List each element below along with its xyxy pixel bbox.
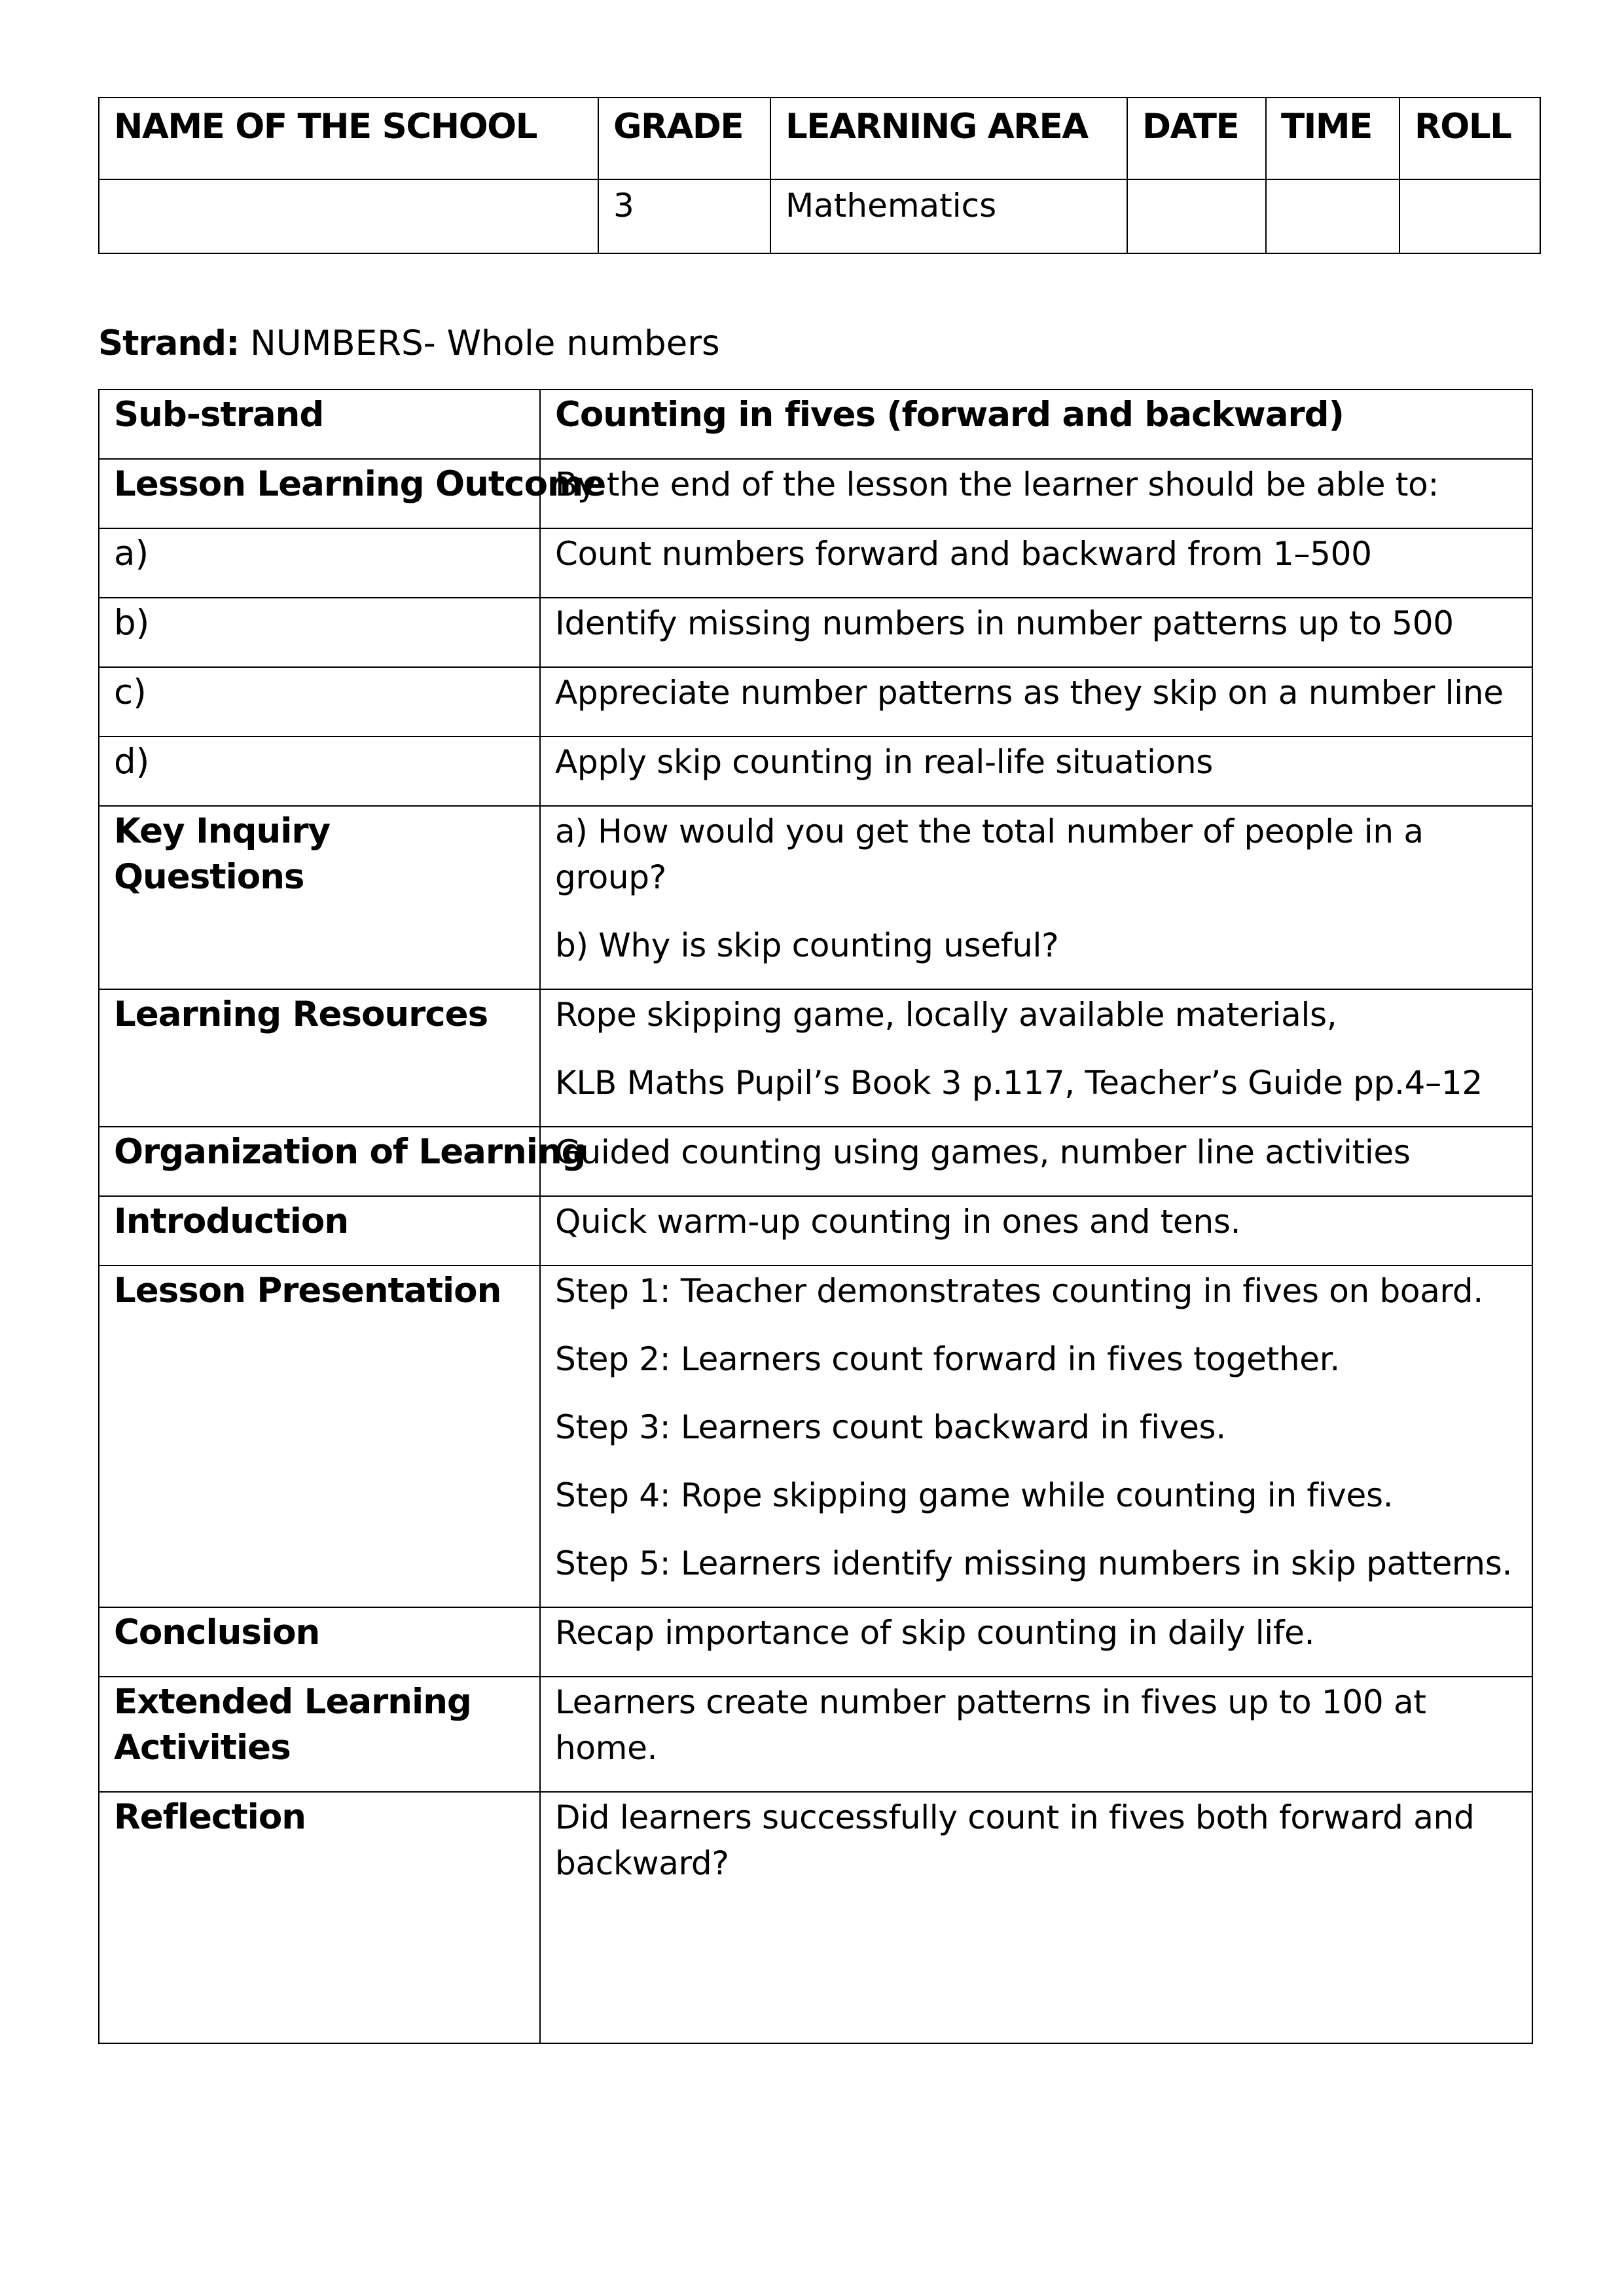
outcome-row-c: [99, 667, 1532, 737]
conclusion-row: [99, 1607, 1532, 1677]
reflection-row: [99, 1792, 1532, 2043]
resources-row: [99, 989, 1532, 1127]
grade-value: 3: [598, 179, 770, 253]
inquiry-question-a-line2: group?: [555, 858, 666, 896]
strand-label: Strand:: [98, 323, 240, 363]
extended-row: [99, 1677, 1532, 1792]
reflection-line2: backward?: [555, 1844, 729, 1882]
date-header: DATE: [1127, 98, 1266, 179]
reflection-label: Reflection: [99, 1792, 540, 2043]
outcome-d-label: d): [99, 737, 540, 806]
lesson-plan-table: [98, 389, 1533, 2044]
outcome-row-d: [99, 737, 1532, 806]
inquiry-question-b: b) Why is skip counting useful?: [555, 926, 1059, 964]
resources-line2: KLB Maths Pupil’s Book 3 p.117, Teacher’s Guide pp.4–12: [555, 1064, 1483, 1102]
extended-label-line1: Extended Learning: [114, 1682, 471, 1722]
presentation-step-2: Step 2: Learners count forward in fives together.: [555, 1340, 1341, 1378]
resources-line1: Rope skipping game, locally available materials,: [555, 996, 1337, 1034]
presentation-label: Lesson Presentation: [99, 1266, 540, 1607]
outcome-row-b: [99, 598, 1532, 667]
conclusion-label: Conclusion: [99, 1607, 540, 1677]
inquiry-row: [99, 806, 1532, 989]
school-name-value: [99, 179, 598, 253]
inquiry-questions: [540, 806, 1532, 989]
time-header: TIME: [1266, 98, 1399, 179]
outcome-b-label: b): [99, 598, 540, 667]
strand-line: [98, 321, 720, 367]
outcome-a-value: Count numbers forward and backward from 1–500: [540, 528, 1532, 598]
school-name-header: NAME OF THE SCHOOL: [99, 98, 598, 179]
introduction-value: Quick warm-up counting in ones and tens.: [540, 1196, 1532, 1266]
roll-value: [1399, 179, 1540, 253]
outcome-c-label: c): [99, 667, 540, 737]
outcome-row-a: [99, 528, 1532, 598]
introduction-row: [99, 1196, 1532, 1266]
outcome-label: Lesson Learning Outcome: [99, 459, 540, 528]
grade-header: GRADE: [598, 98, 770, 179]
sub-strand-label: Sub-strand: [99, 390, 540, 459]
organization-value: Guided counting using games, number line activities: [540, 1127, 1532, 1196]
header-values-row: [99, 179, 1540, 253]
presentation-step-5: Step 5: Learners identify missing numbers in skip patterns.: [555, 1544, 1513, 1582]
presentation-row: [99, 1266, 1532, 1607]
presentation-steps: [540, 1266, 1532, 1607]
inquiry-question-a-line1: a) How would you get the total number of people in a: [555, 812, 1424, 850]
strand-value: NUMBERS- Whole numbers: [250, 323, 720, 363]
organization-label: Organization of Learning: [99, 1127, 540, 1196]
extended-label-line2: Activities: [114, 1728, 291, 1768]
header-labels-row: [99, 98, 1540, 179]
reflection-line1: Did learners successfully count in fives both forward and: [555, 1798, 1475, 1836]
date-value: [1127, 179, 1266, 253]
outcome-row: [99, 459, 1532, 528]
reflection-value: [540, 1792, 1532, 2043]
organization-row: [99, 1127, 1532, 1196]
sub-strand-row: [99, 390, 1532, 459]
outcome-d-value: Apply skip counting in real-life situations: [540, 737, 1532, 806]
sub-strand-value: Counting in fives (forward and backward): [540, 390, 1532, 459]
learning-area-value: Mathematics: [770, 179, 1127, 253]
learning-area-header: LEARNING AREA: [770, 98, 1127, 179]
outcome-b-value: Identify missing numbers in number patterns up to 500: [540, 598, 1532, 667]
resources-label: Learning Resources: [99, 989, 540, 1127]
outcome-a-label: a): [99, 528, 540, 598]
presentation-step-3: Step 3: Learners count backward in fives.: [555, 1408, 1226, 1446]
inquiry-label: Key Inquiry Questions: [99, 806, 540, 989]
time-value: [1266, 179, 1399, 253]
resources-value: [540, 989, 1532, 1127]
roll-header: ROLL: [1399, 98, 1540, 179]
introduction-label: Introduction: [99, 1196, 540, 1266]
extended-label: [99, 1677, 540, 1792]
extended-value: Learners create number patterns in fives up to 100 at home.: [540, 1677, 1532, 1792]
conclusion-value: Recap importance of skip counting in daily life.: [540, 1607, 1532, 1677]
lesson-header-table: [98, 97, 1541, 254]
presentation-step-1: Step 1: Teacher demonstrates counting in fives on board.: [555, 1272, 1483, 1310]
presentation-step-4: Step 4: Rope skipping game while counting in fives.: [555, 1476, 1394, 1514]
outcome-c-value: Appreciate number patterns as they skip on a number line: [540, 667, 1532, 737]
outcome-value: By the end of the lesson the learner should be able to:: [540, 459, 1532, 528]
